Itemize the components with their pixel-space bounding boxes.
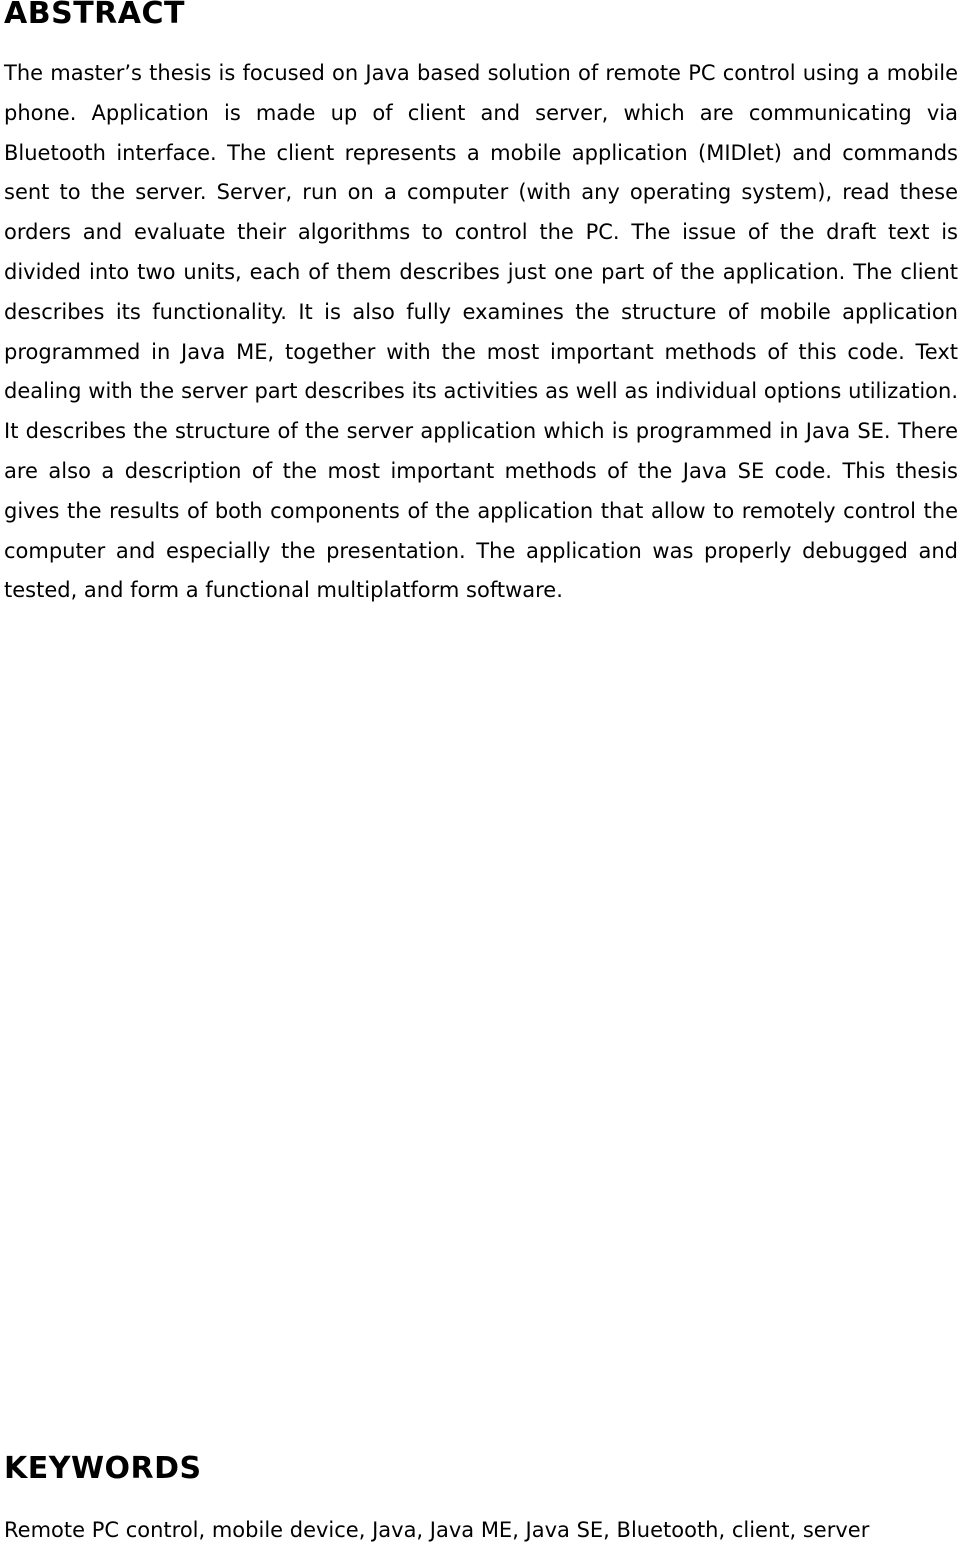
abstract-heading: ABSTRACT [4,0,185,31]
abstract-text: The master’s thesis is focused on Java based solution of remote PC control using a mobile phone. Application is made up of client and server, which are communicating via Bluetooth interface. The client represents a mobile application (MIDlet) and commands sent to the server. Server, run on a computer (with any operating system), read these orders and evaluate their algorithms to control the PC. The issue of the draft text is divided into two units, each of them describes just one part of the application. The client describes its functionality. It is also fully examines the structure of mobile application programmed in Java ME, together with the most important methods of this code. Text dealing with the server part describes its activities as well as individual options utilization. It describes the structure of the server application which is programmed in Java SE. There are also a description of the most important methods of the Java SE code. This thesis gives the results of both components of the application that allow to remotely control the computer and especially the presentation. The application was properly debugged and tested, and form a functional multiplatform software. [4,61,958,603]
keywords-text: Remote PC control, mobile device, Java, Java ME, Java SE, Bluetooth, client, server [4,1518,870,1542]
keywords-heading: KEYWORDS [4,1451,202,1486]
